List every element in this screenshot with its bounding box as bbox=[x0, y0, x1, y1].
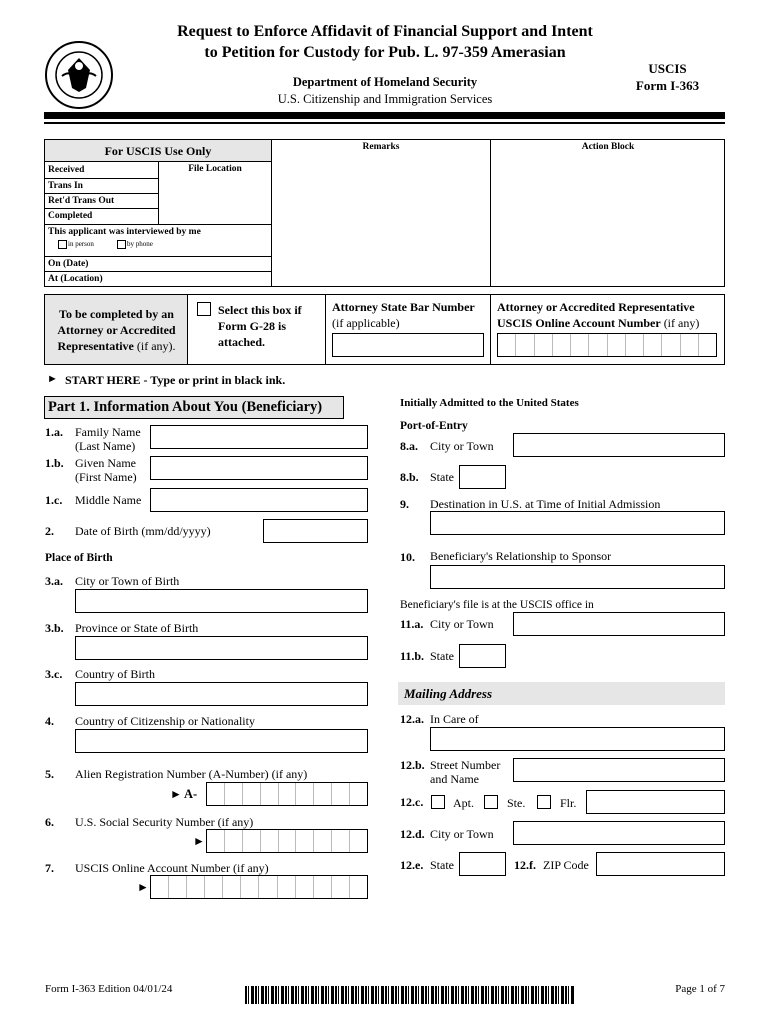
q12b-label-2: and Name bbox=[430, 772, 479, 786]
completed-by-rep: Representative bbox=[57, 339, 134, 353]
g28-line-1: Select this box if bbox=[218, 303, 302, 317]
unit-number-input[interactable] bbox=[586, 790, 725, 814]
q12c-number: 12.c. bbox=[400, 795, 424, 809]
q3b-number: 3.b. bbox=[45, 621, 64, 635]
attorney-divider-1 bbox=[325, 294, 326, 365]
account-line-2 bbox=[497, 316, 699, 331]
file-office-text: Beneficiary's file is at the USCIS office in bbox=[400, 599, 594, 611]
relationship-input[interactable] bbox=[430, 565, 725, 589]
q1a-number: 1.a. bbox=[45, 425, 63, 439]
zip-code-input[interactable] bbox=[596, 852, 725, 876]
q12b-label-1: Street Number bbox=[430, 758, 501, 772]
on-date-label: On (Date) bbox=[45, 256, 271, 271]
bar-number-input[interactable] bbox=[332, 333, 484, 357]
destination-input[interactable] bbox=[430, 511, 725, 535]
q4-label: Country of Citizenship or Nationality bbox=[75, 714, 255, 728]
q2-label: Date of Birth (mm/dd/yyyy) bbox=[75, 524, 211, 538]
port-city-input[interactable] bbox=[513, 433, 725, 457]
family-name-input[interactable] bbox=[150, 425, 368, 449]
online-account-input[interactable] bbox=[150, 875, 368, 899]
office-row-trans-in: Trans In bbox=[45, 178, 158, 193]
q3b-label: Province or State of Birth bbox=[75, 621, 199, 635]
q1b-number: 1.b. bbox=[45, 456, 64, 470]
q8b-label: State bbox=[430, 470, 454, 484]
ssn-arrow: ► bbox=[193, 834, 205, 848]
office-divider-2 bbox=[490, 139, 491, 287]
g28-text bbox=[218, 302, 302, 350]
in-person-label: in person bbox=[68, 240, 94, 248]
q12a-number: 12.a. bbox=[400, 712, 424, 726]
completed-by-suffix: (if any). bbox=[136, 339, 176, 353]
admitted-heading: Initially Admitted to the United States bbox=[400, 397, 579, 409]
office-row-received: Received bbox=[48, 165, 85, 175]
q1c-label: Middle Name bbox=[75, 493, 142, 507]
q8a-number: 8.a. bbox=[400, 439, 418, 453]
q12f-label: ZIP Code bbox=[543, 858, 589, 872]
attorney-account-input[interactable] bbox=[497, 333, 717, 357]
q1b-label-2: (First Name) bbox=[75, 470, 137, 484]
q12e-number: 12.e. bbox=[400, 858, 424, 872]
g28-line-3: attached. bbox=[218, 335, 265, 349]
q1b-label-1: Given Name bbox=[75, 456, 136, 470]
q2-number: 2. bbox=[45, 524, 54, 538]
q12d-label: City or Town bbox=[430, 827, 494, 841]
by-phone-label: by phone bbox=[127, 240, 153, 248]
bar-applicable-label: (if applicable) bbox=[332, 316, 400, 330]
q9-number: 9. bbox=[400, 497, 409, 511]
online-account-arrow: ► bbox=[137, 880, 149, 894]
apt-checkbox[interactable] bbox=[431, 795, 445, 809]
agency-name: U.S. Citizenship and Immigration Services bbox=[277, 92, 493, 106]
office-state-input[interactable] bbox=[459, 644, 506, 668]
footer-page: Page 1 of 7 bbox=[675, 983, 725, 995]
q12e-label: State bbox=[430, 858, 454, 872]
uscis-label: USCIS bbox=[648, 61, 687, 76]
q12b-number: 12.b. bbox=[400, 758, 425, 772]
attorney-divider-2 bbox=[490, 294, 491, 365]
mailing-city-input[interactable] bbox=[513, 821, 725, 845]
province-of-birth-input[interactable] bbox=[75, 636, 368, 660]
start-here: START HERE - Type or print in black ink. bbox=[65, 373, 286, 387]
q9-label: Destination in U.S. at Time of Initial Admission bbox=[430, 497, 661, 511]
department-name: Department of Homeland Security bbox=[292, 75, 478, 89]
office-city-input[interactable] bbox=[513, 612, 725, 636]
dhs-seal bbox=[44, 40, 114, 110]
flr-label: Flr. bbox=[560, 796, 577, 810]
completed-by-text bbox=[45, 306, 188, 354]
q5-number: 5. bbox=[45, 767, 54, 781]
q6-number: 6. bbox=[45, 815, 54, 829]
ssn-input[interactable] bbox=[206, 829, 368, 853]
form-number: Form I-363 bbox=[635, 78, 700, 93]
account-suffix: (if any) bbox=[663, 316, 700, 330]
apt-label: Apt. bbox=[453, 796, 474, 810]
a-number-arrow: ► bbox=[170, 787, 182, 801]
q10-label: Beneficiary's Relationship to Sponsor bbox=[430, 549, 612, 563]
middle-name-input[interactable] bbox=[150, 488, 368, 512]
barcode bbox=[245, 986, 575, 1004]
completed-by-line-1: To be completed by an bbox=[59, 307, 174, 321]
street-input[interactable] bbox=[513, 758, 725, 782]
in-care-of-input[interactable] bbox=[430, 727, 725, 751]
interviewed-label: This applicant was interviewed by me bbox=[45, 224, 271, 239]
q8a-label: City or Town bbox=[430, 439, 494, 453]
action-block-label: Action Block bbox=[581, 142, 635, 152]
account-line-2-text: USCIS Online Account Number bbox=[497, 316, 661, 330]
q11a-label: City or Town bbox=[430, 617, 494, 631]
q1c-number: 1.c. bbox=[45, 493, 63, 507]
q12d-number: 12.d. bbox=[400, 827, 425, 841]
port-state-input[interactable] bbox=[459, 465, 506, 489]
g28-line-2: Form G-28 is bbox=[218, 319, 286, 333]
port-of-entry-heading: Port-of-Entry bbox=[400, 420, 468, 432]
title-line-1: Request to Enforce Affidavit of Financial Support and Intent bbox=[177, 23, 593, 40]
at-location-label: At (Location) bbox=[45, 271, 271, 286]
a-number-prefix: A- bbox=[184, 787, 198, 801]
q3a-label: City or Town of Birth bbox=[75, 574, 180, 588]
flr-checkbox[interactable] bbox=[537, 795, 551, 809]
account-line-1: Attorney or Accredited Representative bbox=[497, 300, 695, 314]
completed-by-line-2: Attorney or Accredited bbox=[57, 323, 176, 337]
country-of-birth-input[interactable] bbox=[75, 682, 368, 706]
bar-number-label: Attorney State Bar Number bbox=[332, 300, 475, 314]
q3c-label: Country of Birth bbox=[75, 667, 155, 681]
q6-label: U.S. Social Security Number (if any) bbox=[75, 815, 254, 829]
office-row-retd-trans-out: Ret'd Trans Out bbox=[45, 193, 158, 208]
q11a-number: 11.a. bbox=[400, 617, 424, 631]
completed-by-line-3 bbox=[45, 338, 188, 354]
q7-number: 7. bbox=[45, 861, 54, 875]
in-person-checkbox[interactable] bbox=[58, 240, 67, 249]
q4-number: 4. bbox=[45, 714, 54, 728]
q11b-number: 11.b. bbox=[400, 649, 425, 663]
city-of-birth-input[interactable] bbox=[75, 589, 368, 613]
remarks-label: Remarks bbox=[362, 142, 400, 152]
q1a-label-2: (Last Name) bbox=[75, 439, 136, 453]
part1-title: Part 1. Information About You (Beneficiary) bbox=[48, 399, 323, 415]
mailing-state-input[interactable] bbox=[459, 852, 506, 876]
q3a-number: 3.a. bbox=[45, 574, 63, 588]
q8b-number: 8.b. bbox=[400, 470, 419, 484]
office-row-completed: Completed bbox=[45, 208, 158, 223]
q3c-number: 3.c. bbox=[45, 667, 63, 681]
ste-label: Ste. bbox=[507, 796, 526, 810]
ste-checkbox[interactable] bbox=[484, 795, 498, 809]
header-rule-thin bbox=[44, 122, 725, 124]
citizenship-input[interactable] bbox=[75, 729, 368, 753]
given-name-input[interactable] bbox=[150, 456, 368, 480]
start-here-arrow: ► bbox=[47, 373, 58, 385]
place-of-birth-heading: Place of Birth bbox=[45, 552, 113, 564]
q1a-label-1: Family Name bbox=[75, 425, 141, 439]
q12f-number: 12.f. bbox=[514, 858, 536, 872]
file-location-label: File Location bbox=[188, 164, 242, 174]
a-number-input[interactable] bbox=[206, 782, 368, 806]
office-title: For USCIS Use Only bbox=[45, 140, 271, 162]
q12a-label: In Care of bbox=[430, 712, 479, 726]
mailing-address-heading: Mailing Address bbox=[404, 686, 493, 701]
q5-label: Alien Registration Number (A-Number) (if any) bbox=[75, 767, 308, 781]
header-rule-thick bbox=[44, 112, 725, 119]
q10-number: 10. bbox=[400, 550, 415, 564]
q11b-label: State bbox=[430, 649, 454, 663]
office-divider-1 bbox=[271, 139, 272, 287]
g28-checkbox[interactable] bbox=[197, 302, 211, 316]
footer-edition: Form I-363 Edition 04/01/24 bbox=[45, 983, 173, 995]
date-of-birth-input[interactable] bbox=[263, 519, 368, 543]
by-phone-checkbox[interactable] bbox=[117, 240, 126, 249]
q7-label: USCIS Online Account Number (if any) bbox=[75, 861, 269, 875]
title-line-2: to Petition for Custody for Pub. L. 97-359 Amerasian bbox=[204, 44, 566, 61]
